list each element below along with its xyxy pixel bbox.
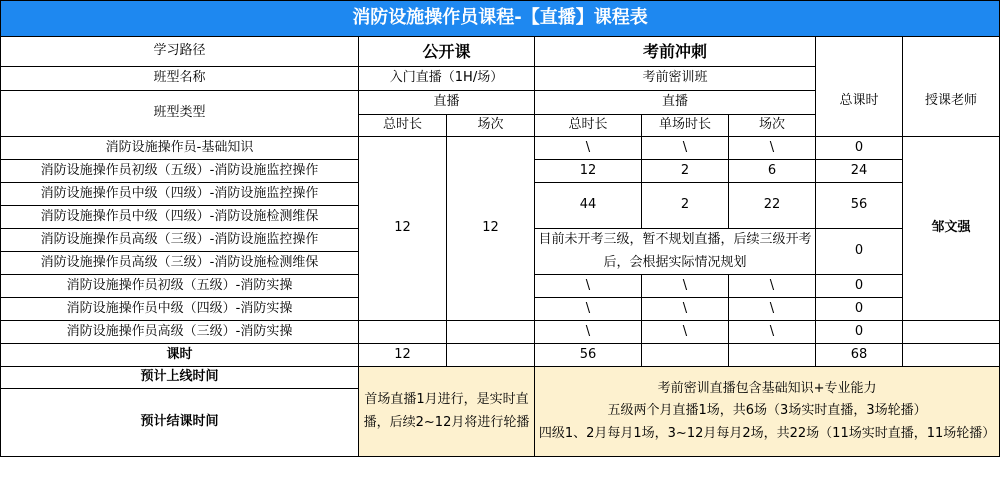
sprint-single-duration: \ <box>642 137 729 160</box>
sprint-sessions: \ <box>729 321 816 344</box>
open-total-duration-value: 12 <box>359 137 447 321</box>
course-name: 消防设施操作员中级（四级）-消防设施检测维保 <box>1 206 359 229</box>
online-time-label: 预计上线时间 <box>1 367 359 389</box>
summary-sprint-single <box>642 344 729 367</box>
open-sessions-header: 场次 <box>447 115 535 137</box>
sprint-class-name: 考前密训班 <box>535 67 816 91</box>
teacher-name: 邹文强 <box>903 137 1000 321</box>
course-name: 消防设施操作员高级（三级）-消防设施监控操作 <box>1 229 359 252</box>
sprint-total-duration: 44 <box>535 183 642 229</box>
teacher-header-top <box>903 37 1000 67</box>
row-total-hours: 24 <box>816 160 903 183</box>
sprint-sessions: \ <box>729 275 816 298</box>
sprint-total-duration: \ <box>535 298 642 321</box>
course-name: 消防设施操作员初级（五级）-消防设施监控操作 <box>1 160 359 183</box>
open-class-name: 入门直播（1H/场） <box>359 67 535 91</box>
open-total-duration-spacer <box>359 321 447 344</box>
open-sessions-spacer <box>447 321 535 344</box>
sprint-total-duration: \ <box>535 137 642 160</box>
level-three-note: 目前未开考三级，暂不规划直播，后续三级开考后，会根据实际情况规划 <box>535 229 816 275</box>
sprint-schedule-line-1: 考前密训直播包含基础知识+专业能力 <box>657 381 877 397</box>
row-total-hours: 0 <box>816 137 903 160</box>
open-total-duration-header: 总时长 <box>359 115 447 137</box>
summary-open-sessions <box>447 344 535 367</box>
page-title: 消防设施操作员课程-【直播】课程表 <box>1 1 1000 37</box>
summary-teacher <box>903 344 1000 367</box>
class-type-label: 班型类型 <box>1 91 359 137</box>
teacher-header: 授课老师 <box>903 67 1000 137</box>
total-hours-header: 总课时 <box>816 67 903 137</box>
open-course-header: 公开课 <box>359 37 535 67</box>
summary-open-total: 12 <box>359 344 447 367</box>
open-schedule-note: 首场直播1月进行，是实时直播，后续2~12月将进行轮播 <box>359 367 535 457</box>
sprint-sessions: 6 <box>729 160 816 183</box>
sprint-single-duration: 2 <box>642 160 729 183</box>
course-name: 消防设施操作员高级（三级）-消防实操 <box>1 321 359 344</box>
sprint-single-duration: \ <box>642 298 729 321</box>
summary-grand-total: 68 <box>816 344 903 367</box>
summary-sprint-sessions <box>729 344 816 367</box>
summary-label: 课时 <box>1 344 359 367</box>
sprint-total-duration: \ <box>535 275 642 298</box>
row-total-hours: 56 <box>816 183 903 229</box>
row-total-hours: 0 <box>816 321 903 344</box>
sprint-class-type: 直播 <box>535 91 816 115</box>
class-name-label: 班型名称 <box>1 67 359 91</box>
sprint-schedule-line-2: 五级两个月直播1场，共6场（3场实时直播，3场轮播） <box>607 403 927 419</box>
course-name: 消防设施操作员高级（三级）-消防设施检测维保 <box>1 252 359 275</box>
sprint-single-duration: \ <box>642 275 729 298</box>
course-name: 消防设施操作员-基础知识 <box>1 137 359 160</box>
sprint-sessions: \ <box>729 137 816 160</box>
sprint-schedule-line-3: 四级1、2月每月1场，3~12月每月2场，共22场（11场实时直播，11场轮播） <box>538 425 996 441</box>
open-sessions-value: 12 <box>447 137 535 321</box>
course-name: 消防设施操作员初级（五级）-消防实操 <box>1 275 359 298</box>
exam-sprint-header: 考前冲刺 <box>535 37 816 67</box>
summary-sprint-total: 56 <box>535 344 642 367</box>
sprint-schedule-note <box>535 367 1000 457</box>
total-hours-header-top <box>816 37 903 67</box>
row-total-hours: 0 <box>816 275 903 298</box>
sprint-single-duration: 2 <box>642 183 729 229</box>
sprint-single-duration: \ <box>642 321 729 344</box>
row-total-hours: 0 <box>816 229 903 275</box>
open-class-type: 直播 <box>359 91 535 115</box>
sprint-total-duration: \ <box>535 321 642 344</box>
sprint-single-duration-header: 单场时长 <box>642 115 729 137</box>
course-name: 消防设施操作员中级（四级）-消防设施监控操作 <box>1 183 359 206</box>
sprint-sessions: \ <box>729 298 816 321</box>
row-total-hours: 0 <box>816 298 903 321</box>
sprint-total-duration: 12 <box>535 160 642 183</box>
teacher-spacer <box>903 321 1000 344</box>
course-name: 消防设施操作员中级（四级）-消防实操 <box>1 298 359 321</box>
sprint-total-duration-header: 总时长 <box>535 115 642 137</box>
sprint-sessions: 22 <box>729 183 816 229</box>
sprint-sessions-header: 场次 <box>729 115 816 137</box>
end-time-label: 预计结课时间 <box>1 389 359 457</box>
learning-path-label: 学习路径 <box>1 37 359 67</box>
